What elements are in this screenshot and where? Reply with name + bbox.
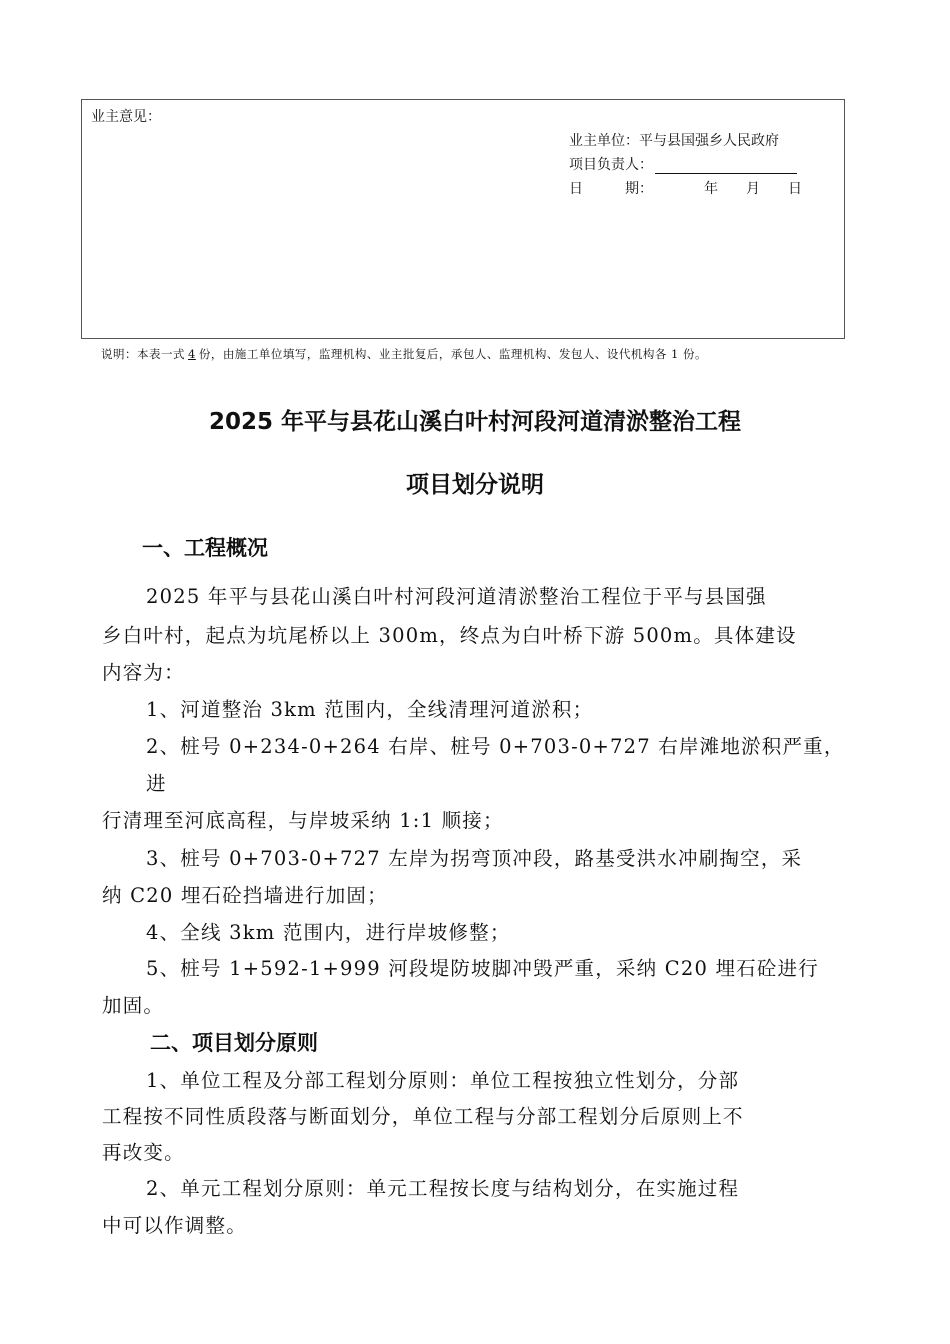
note-copies: 4	[188, 347, 196, 361]
item-2-line-1: 2、桩号 0+234-0+264 右岸、桩号 0+703-0+727 右岸滩地淤积严重，	[146, 735, 845, 758]
principle-1-line-2: 工程按不同性质段落与断面划分，单位工程与分部工程划分后原则上不	[102, 1105, 744, 1128]
project-leader-row	[569, 154, 797, 174]
owner-opinion-label: 业主意见：	[91, 109, 161, 125]
item-5-line-2: 加固。	[102, 994, 165, 1017]
principle-2-line-1: 2、单元工程划分原则：单元工程按长度与结构划分，在实施过程	[146, 1177, 740, 1200]
owner-unit: 业主单位：平与县国强乡人民政府	[569, 133, 779, 149]
date-fields: 年 月 日	[704, 181, 802, 197]
item-5-line-1: 5、桩号 1+592-1+999 河段堤防坡脚冲毁严重，采纳 C20 埋石砼进行	[146, 957, 819, 980]
item-2-line-3: 行清理至河底高程，与岸坡采纳 1:1 顺接；	[102, 809, 504, 832]
intro-line-1: 2025 年平与县花山溪白叶村河段河道清淤整治工程位于平与县国强	[146, 585, 767, 608]
principle-1-line-3: 再改变。	[102, 1141, 185, 1164]
principle-2-line-2: 中可以作调整。	[102, 1214, 247, 1237]
document-subtitle: 项目划分说明	[406, 472, 544, 498]
item-3-line-2: 纳 C20 埋石砼挡墙进行加固；	[102, 884, 388, 907]
project-leader-label: 项目负责人：	[569, 157, 653, 173]
signature-line[interactable]	[655, 159, 797, 174]
item-4: 4、全线 3km 范围内，进行岸坡修整；	[146, 921, 511, 944]
date-label: 日 期：	[569, 181, 653, 197]
intro-line-2: 乡白叶村，起点为坑尾桥以上 300m，终点为白叶桥下游 500m。具体建设	[102, 624, 797, 647]
intro-line-3: 内容为：	[102, 661, 185, 684]
form-note	[101, 346, 707, 362]
section-heading-overview: 一、工程概况	[142, 536, 268, 560]
section-heading-principles: 二、项目划分原则	[150, 1031, 318, 1055]
note-prefix: 说明：本表一式	[101, 347, 185, 361]
item-1: 1、河道整治 3km 范围内，全线清理河道淤积；	[146, 698, 594, 721]
document-title: 2025 年平与县花山溪白叶村河段河道清淤整治工程	[208, 409, 742, 435]
item-3-line-1: 3、桩号 0+703-0+727 左岸为拐弯顶冲段，路基受洪水冲刷掏空，采	[146, 847, 803, 870]
principle-1-line-1: 1、单位工程及分部工程划分原则：单位工程按独立性划分，分部	[146, 1069, 740, 1092]
owner-opinion-box	[81, 99, 845, 339]
item-2-line-2: 进	[146, 772, 167, 795]
note-suffix: 份，由施工单位填写，监理机构、业主批复后，承包人、监理机构、发包人、设代机构各 1 份。	[198, 347, 707, 361]
